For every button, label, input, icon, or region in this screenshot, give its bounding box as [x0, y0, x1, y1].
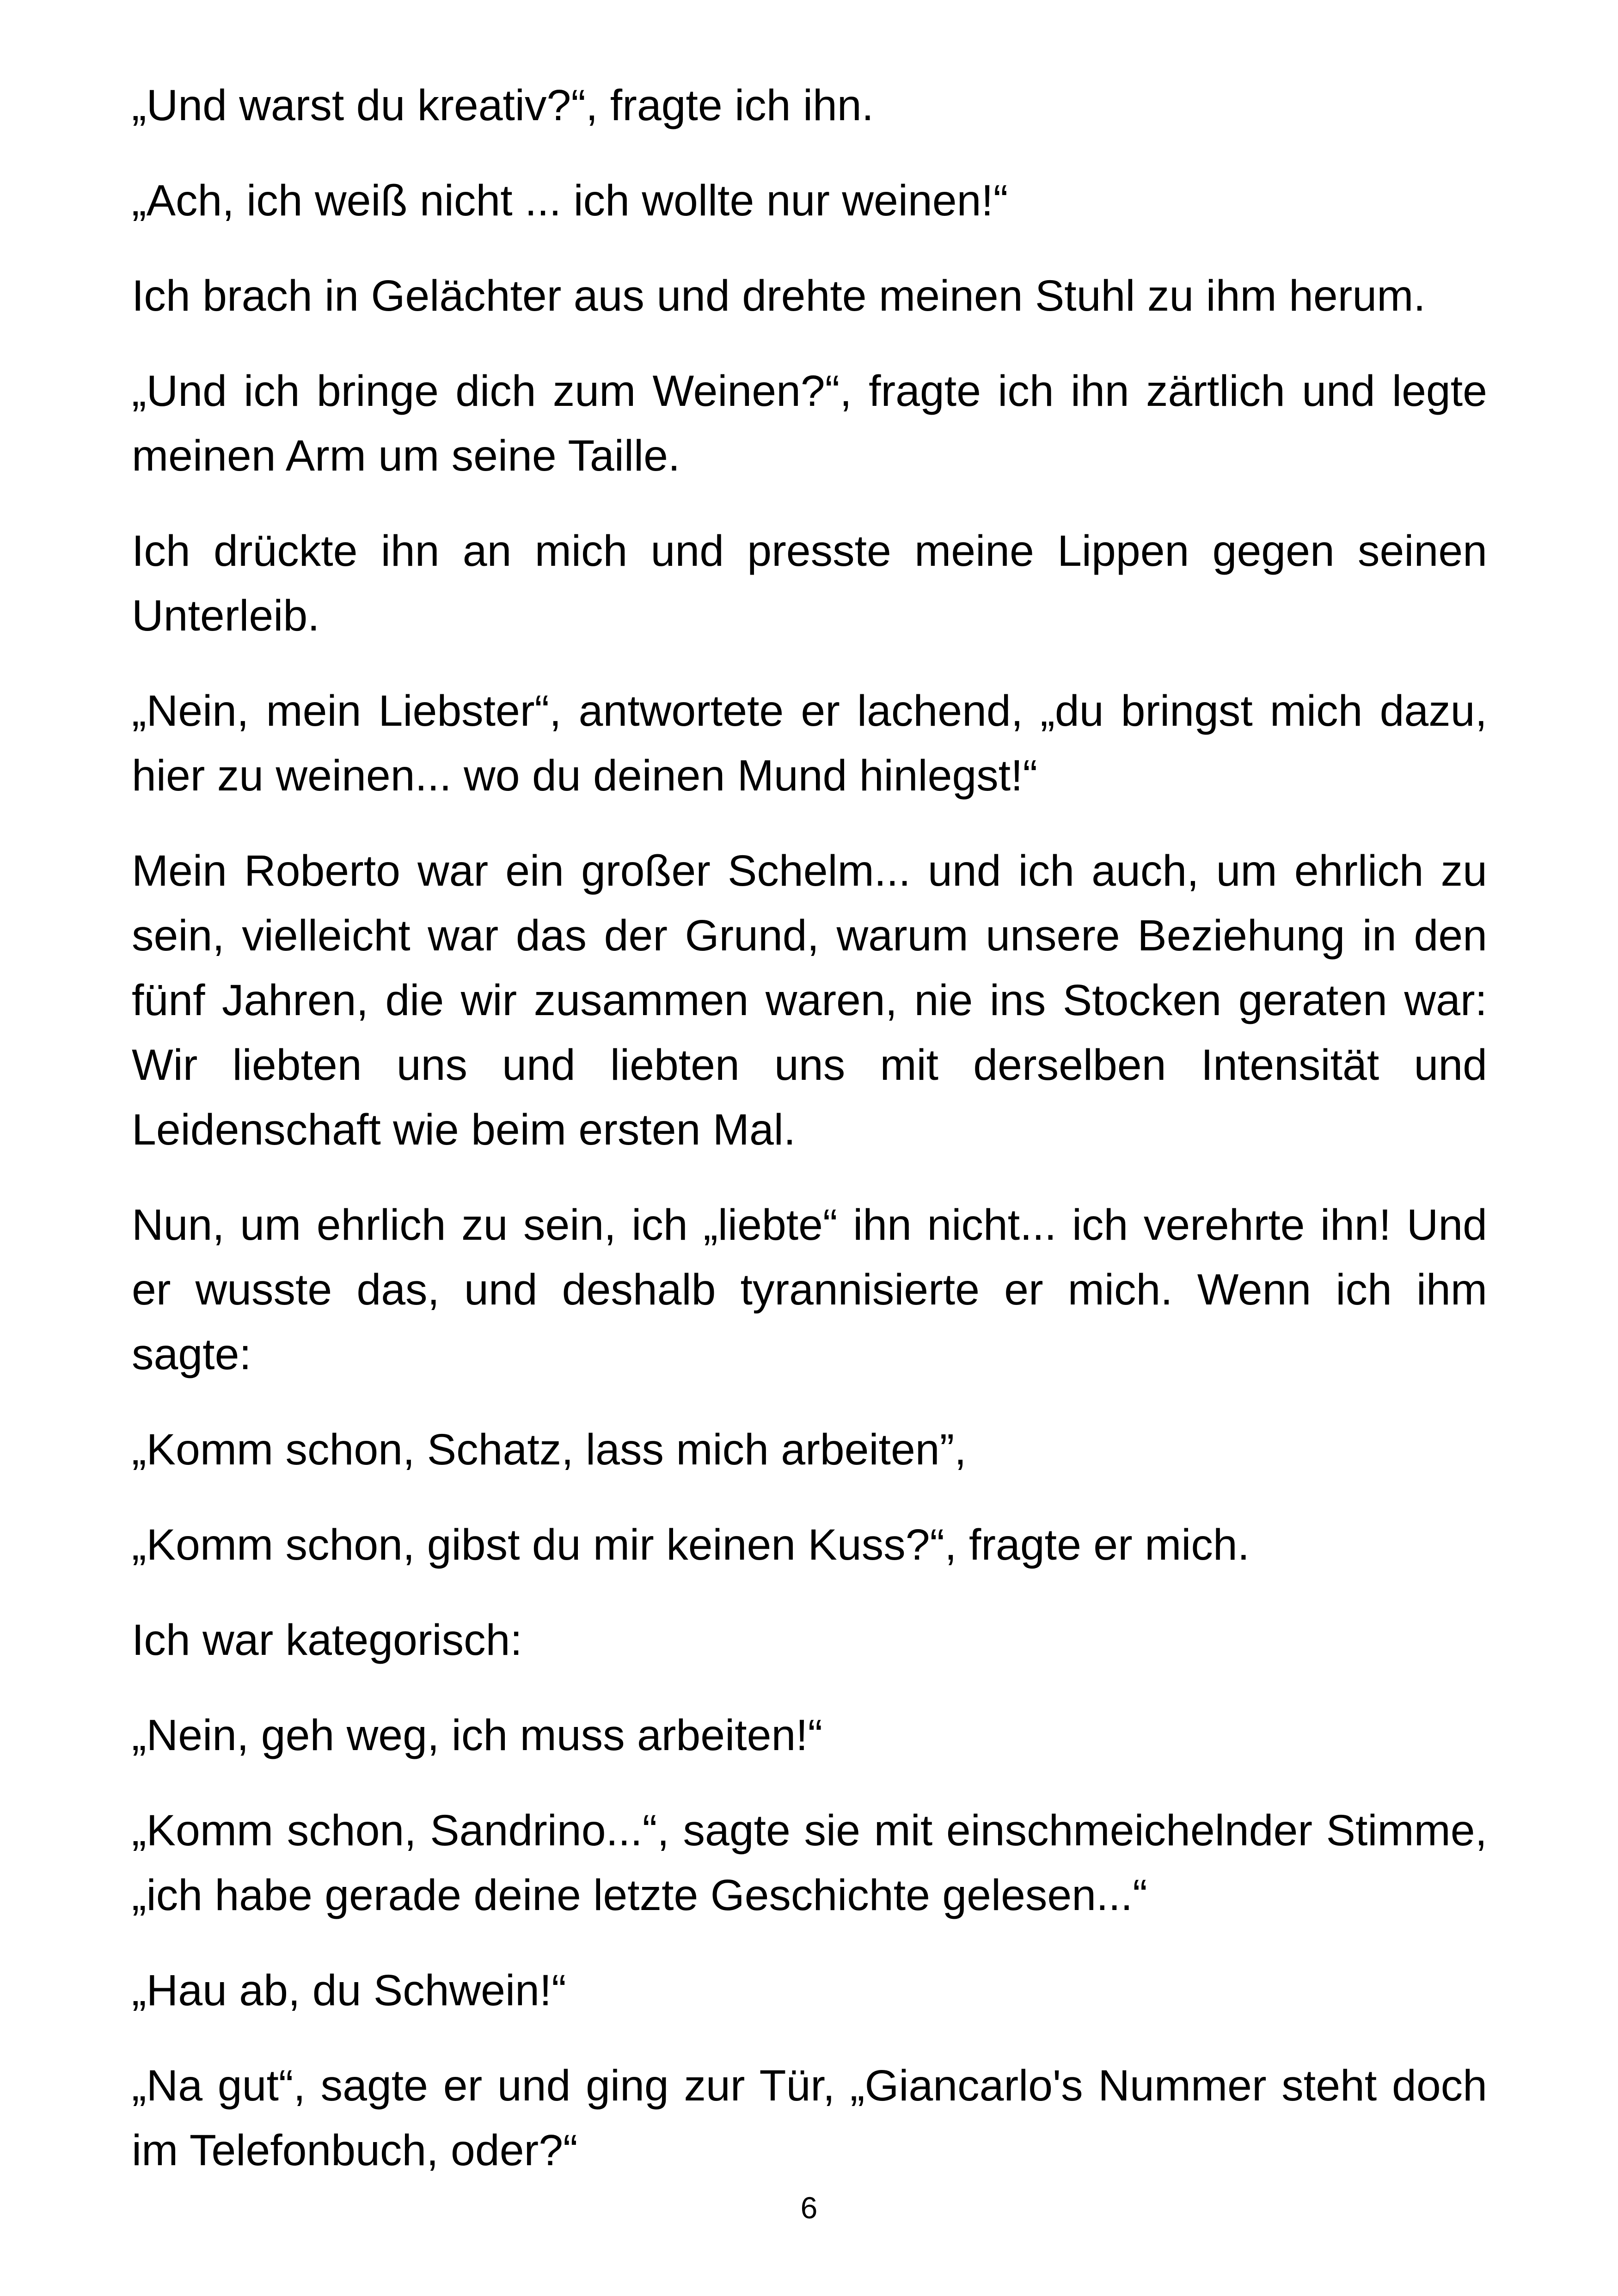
paragraph-10: „Komm schon, gibst du mir keinen Kuss?“, fragte er mich.	[132, 1520, 1250, 1569]
paragraph-5: Ich drückte ihn an mich und presste meine Lippen gegen seinen Unterleib.	[132, 527, 1487, 640]
body-text	[132, 73, 1487, 2213]
paragraph-14: „Hau ab, du Schwein!“	[132, 1966, 566, 2015]
paragraph-2: „Ach, ich weiß nicht ... ich wollte nur weinen!“	[132, 176, 1008, 225]
paragraph-12: „Nein, geh weg, ich muss arbeiten!“	[132, 1711, 823, 1760]
paragraph-8: Nun, um ehrlich zu sein, ich „liebte“ ihn nicht... ich verehrte ihn! Und er wusste das, und deshalb tyrannisierte er mich. Wenn ich ihm sagte:	[132, 1200, 1487, 1379]
page-number: 6	[800, 2191, 818, 2225]
paragraph-4: „Und ich bringe dich zum Weinen?“, fragte ich ihn zärtlich und legte meinen Arm um seine Taille.	[132, 367, 1487, 480]
paragraph-9: „Komm schon, Schatz, lass mich arbeiten”,	[132, 1425, 967, 1474]
paragraph-13: „Komm schon, Sandrino...“, sagte sie mit einschmeichelnder Stimme, „ich habe gerade deine letzte Geschichte gelesen...“	[132, 1806, 1487, 1920]
paragraph-11: Ich war kategorisch:	[132, 1616, 522, 1665]
paragraph-7: Mein Roberto war ein großer Schelm... und ich auch, um ehrlich zu sein, vielleicht war das der Grund, warum unsere Beziehung in den fünf Jahren, die wir zusammen waren, nie ins Stocken geraten war: Wir liebten uns und liebten uns mit derselben Intensität und Leidenschaft wie beim ersten Mal.	[132, 846, 1487, 1154]
paragraph-3: Ich brach in Gelächter aus und drehte meinen Stuhl zu ihm herum.	[132, 271, 1426, 320]
paragraph-6: „Nein, mein Liebster“, antwortete er lachend, „du bringst mich dazu, hier zu weinen... wo du deinen Mund hinlegst!“	[132, 686, 1487, 800]
paragraph-15: „Na gut“, sagte er und ging zur Tür, „Giancarlo's Nummer steht doch im Telefonbuch, oder?“	[132, 2061, 1487, 2175]
paragraph-1: „Und warst du kreativ?“, fragte ich ihn.	[132, 81, 874, 130]
